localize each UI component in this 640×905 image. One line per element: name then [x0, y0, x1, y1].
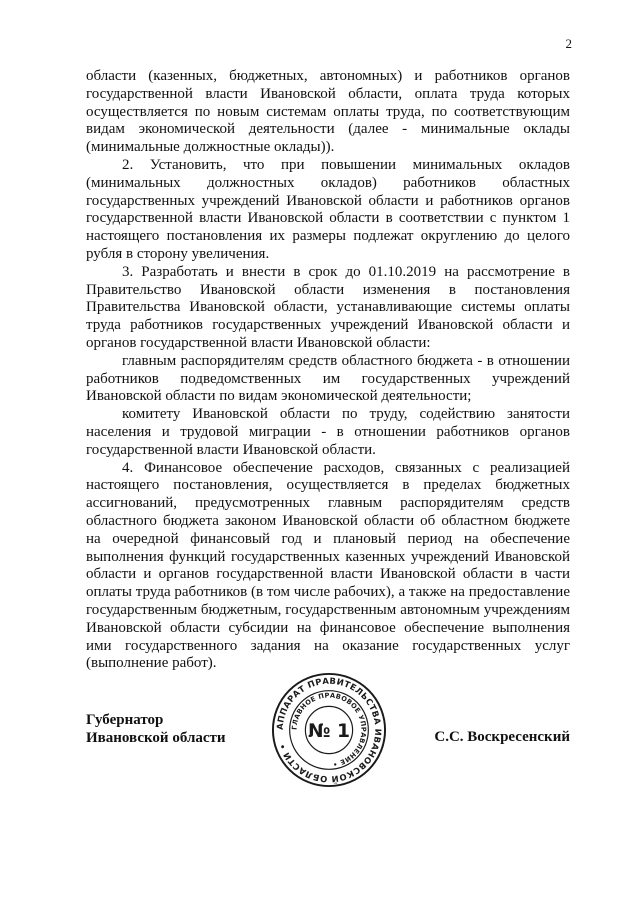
document-body	[86, 68, 570, 673]
signatory-position	[86, 711, 226, 747]
paragraph-5: комитету Ивановской области по труду, содействию занятости населения и трудовой миграции - в отношении работников органов государственной власти Ивановской области.	[86, 406, 570, 458]
seal-outer-text: АППАРАТ ПРАВИТЕЛЬСТВА ИВАНОВСКОЙ ОБЛАСТИ •	[274, 675, 384, 785]
seal-inner-text: ГЛАВНОЕ ПРАВОВОЕ УПРАВЛЕНИЕ •	[290, 691, 368, 769]
paragraph-2: 2. Установить, что при повышении минимальных окладов (минимальных должностных окладов) работников областных государственных учреждений Ивановской области и работников органов государственной власти Ивановской области в соответствии с пунктом 1 настоящего постановления их размеры подлежат округлению до целого рубля в сторону увеличения.	[86, 156, 570, 262]
paragraph-6: 4. Финансовое обеспечение расходов, связанных с реализацией настоящего постановления, осуществляется в пределах бюджетных ассигнований, предусмотренных главным распорядителям средств областного бюджета законом Ивановской области об областном бюджете на очередной финансовый год и плановый период на обеспечение выполнения функций государственных казенных учреждений Ивановской области и органов государственной власти Ивановской области в части оплаты труда работников (в том числе рабочих), а также на предоставление государственным бюджетным, государственным автономным учреждениям Ивановской области субсидии на финансовое обеспечение выполнения ими государственного задания на оказание государственных услуг (выполнение работ).	[86, 459, 570, 672]
paragraph-4: главным распорядителям средств областного бюджета - в отношении работников подведомственных им государственных учреждений Ивановской области по видам экономической деятельности;	[86, 352, 570, 405]
seal-number: № 1	[308, 720, 350, 742]
page-number: 2	[565, 36, 572, 51]
signatory-name: С.С. Воскресенский	[434, 729, 570, 745]
signatory-region: Ивановской области	[86, 730, 226, 746]
signatory-title: Губернатор	[86, 712, 164, 728]
paragraph-3: 3. Разработать и внести в срок до 01.10.2019 на рассмотрение в Правительство Ивановской области изменения в постановления Правительства Ивановской области, устанавливающие системы оплаты труда работников государственных учреждений Ивановской области и органов государственной власти Ивановской области:	[86, 263, 570, 351]
paragraph-1: области (казенных, бюджетных, автономных) и работников органов государственной власти Ивановской области, оплата труда которых осуществляется по новым системам оплаты труда, по соответствующим видам экономической деятельности (далее - минимальные оклады (минимальные должностные оклады)).	[86, 68, 570, 156]
official-seal	[270, 671, 388, 789]
